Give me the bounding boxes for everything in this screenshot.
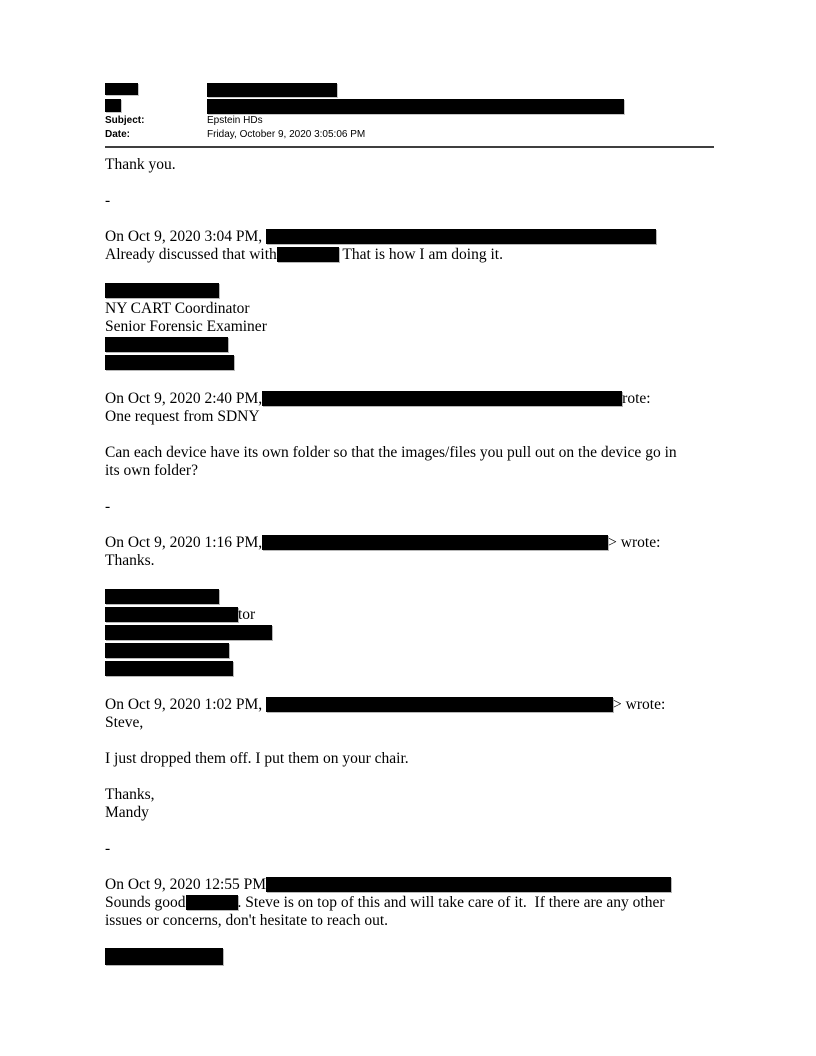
body-line [105,444,765,462]
text-segment: . Steve is on top of this and will take care of it. If there are any other [237,894,665,911]
redaction-bar [262,535,608,550]
body-line [105,282,765,300]
body-line [105,624,765,642]
text-segment: > wrote: [613,696,666,713]
body-line [105,192,765,210]
body-line [105,786,765,804]
body-line [105,750,765,768]
text-segment: On Oct 9, 2020 12:55 PM [105,876,267,893]
text-segment: Mandy [105,804,149,821]
text-segment: One request from SDNY [105,408,260,425]
body-line [105,894,765,912]
header-divider [105,146,714,148]
redaction-bar [105,589,219,604]
blank-line [105,768,765,786]
text-segment: Senior Forensic Examiner [105,318,267,335]
redaction-bar [262,391,622,406]
header-field-label [105,83,207,95]
blank-line [105,174,765,192]
blank-line [105,210,765,228]
blank-line [105,372,765,390]
text-segment: > wrote: [608,534,661,551]
text-segment: Thank you. [105,156,176,173]
text-segment: Already discussed that with [105,246,277,263]
email-header [105,83,725,143]
redaction-bar [105,283,219,298]
header-row [105,83,725,99]
body-line [105,156,765,174]
text-segment: Steve, [105,714,144,731]
redaction-bar [266,877,671,892]
body-line [105,354,765,372]
redaction-bar [105,643,229,658]
body-line [105,588,765,606]
redaction-bar [105,607,238,622]
redaction-bar [207,99,624,114]
text-segment: I just dropped them off. I put them on your chair. [105,750,409,767]
text-segment: On Oct 9, 2020 1:02 PM, [105,696,267,713]
body-line [105,714,765,732]
redaction-bar [186,895,238,910]
header-field-label [105,99,207,112]
header-field-value: Epstein HDs [207,115,263,126]
header-field-value [207,83,725,97]
text-segment: its own folder? [105,462,198,479]
body-line [105,552,765,570]
text-segment: - [105,192,111,209]
body-line [105,840,765,858]
body-line [105,804,765,822]
body-line [105,498,765,516]
body-line [105,390,765,408]
text-segment: - [105,840,111,857]
redaction-bar [266,229,656,244]
body-line [105,696,765,714]
body-line [105,318,765,336]
text-segment: - [105,498,111,515]
text-segment: On Oct 9, 2020 2:40 PM, [105,390,263,407]
body-line [105,606,765,624]
redaction-bar [105,99,121,112]
redaction-bar [105,337,228,352]
blank-line [105,858,765,876]
body-line [105,336,765,354]
blank-line [105,480,765,498]
redaction-bar [207,83,337,97]
body-line [105,912,765,930]
body-line [105,228,765,246]
header-row [105,115,725,129]
text-segment: NY CART Coordinator [105,300,250,317]
blank-line [105,732,765,750]
header-field-value [207,99,725,114]
redaction-bar [105,948,223,965]
text-segment: That is how I am doing it. [338,246,503,263]
body-line [105,408,765,426]
blank-line [105,822,765,840]
blank-line [105,678,765,696]
body-line [105,642,765,660]
blank-line [105,930,765,948]
blank-line [105,516,765,534]
text-segment: tor [238,606,256,623]
redaction-bar [105,625,272,640]
body-line [105,246,765,264]
blank-line [105,426,765,444]
body-line [105,534,765,552]
redaction-bar [105,661,233,676]
body-line [105,660,765,678]
header-field-value: Friday, October 9, 2020 3:05:06 PM [207,129,366,140]
blank-line [105,264,765,282]
text-segment: On Oct 9, 2020 1:16 PM, [105,534,263,551]
email-body [105,156,765,966]
header-row [105,99,725,115]
text-segment: Thanks, [105,786,155,803]
body-line [105,876,765,894]
redaction-bar [266,697,613,712]
text-segment: On Oct 9, 2020 3:04 PM, [105,228,267,245]
header-field-label: Date: [105,129,131,140]
text-segment: Thanks. [105,552,155,569]
body-line [105,300,765,318]
text-segment: rote: [622,390,651,407]
body-line [105,948,765,966]
redaction-bar [105,83,138,95]
text-segment: Can each device have its own folder so that the images/files you pull out on the device go in [105,444,677,461]
body-line [105,462,765,480]
header-row [105,129,725,143]
redaction-bar [105,355,234,370]
blank-line [105,570,765,588]
text-segment: issues or concerns, don't hesitate to reach out. [105,912,389,929]
text-segment: Sounds good [105,894,186,911]
header-field-label: Subject: [105,115,145,126]
redaction-bar [277,247,339,262]
